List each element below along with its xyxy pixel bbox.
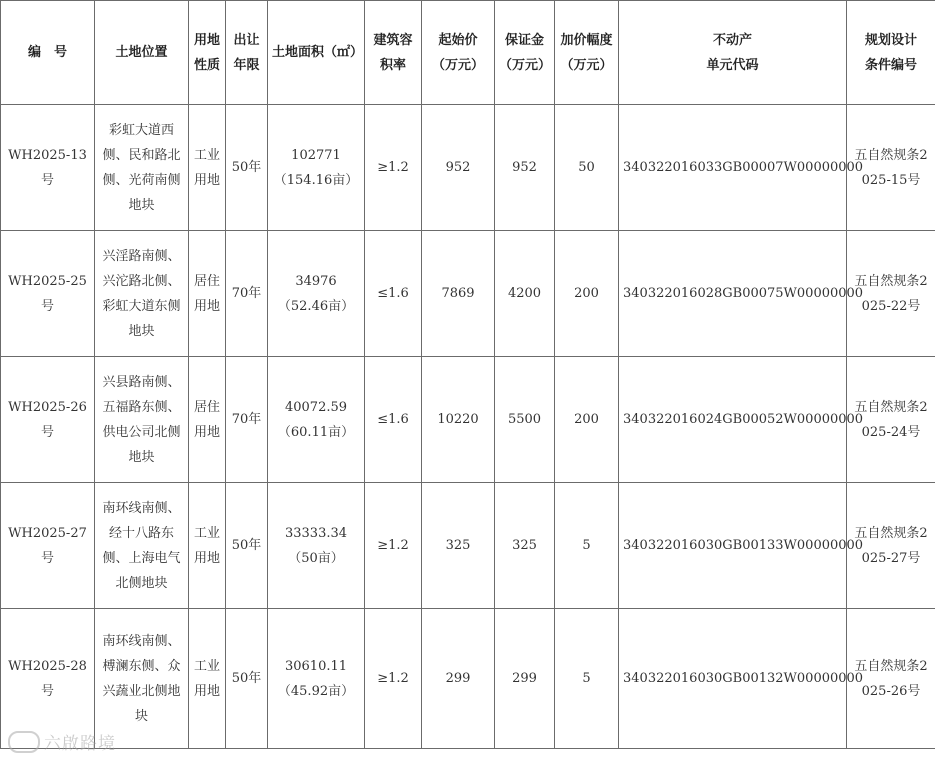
cell-property-code: 340322016030GB00133W00000000 [619,483,847,609]
cell-area: 102771 （154.16亩） [268,105,365,231]
cell-property-code: 340322016030GB00132W00000000 [619,609,847,749]
cell-deposit: 5500 [495,357,555,483]
cell-start-price: 10220 [422,357,495,483]
cell-increment: 200 [555,231,619,357]
table-row [1,483,935,609]
cell-increment: 5 [555,483,619,609]
cell-far: ≥1.2 [365,609,422,749]
cell-deposit: 952 [495,105,555,231]
cell-planning-code: 五自然规条2025-24号 [847,357,935,483]
cell-term: 70年 [226,357,268,483]
table-row [1,609,935,749]
cell-far: ≥1.2 [365,483,422,609]
cell-location: 南环线南侧、榑澜东侧、众兴蔬业北侧地块 [95,609,189,749]
cell-property-code: 340322016033GB00007W00000000 [619,105,847,231]
header-deposit: 保证金（万元） [495,1,555,105]
header-property-code: 不动产 单元代码 [619,1,847,105]
header-increment: 加价幅度（万元） [555,1,619,105]
cell-start-price: 325 [422,483,495,609]
cell-increment: 50 [555,105,619,231]
table-row [1,357,935,483]
cell-start-price: 299 [422,609,495,749]
table-row [1,105,935,231]
cell-code: WH2025-25号 [1,231,95,357]
cell-increment: 200 [555,357,619,483]
header-area: 土地面积（㎡） [268,1,365,105]
cell-location: 兴淫路南侧、兴沱路北侧、彩虹大道东侧地块 [95,231,189,357]
cell-deposit: 299 [495,609,555,749]
cell-term: 50年 [226,483,268,609]
cell-code: WH2025-28号 [1,609,95,749]
cell-location: 南环线南侧、经十八路东侧、上海电气北侧地块 [95,483,189,609]
watermark-logo-icon [8,731,40,753]
cell-use: 工业用地 [189,609,226,749]
header-far: 建筑容积率 [365,1,422,105]
header-start-price: 起始价（万元） [422,1,495,105]
watermark-text: 六啟路境 [44,734,116,754]
cell-term: 50年 [226,105,268,231]
cell-planning-code: 五自然规条2025-15号 [847,105,935,231]
cell-property-code: 340322016028GB00075W00000000 [619,231,847,357]
cell-code: WH2025-26号 [1,357,95,483]
cell-far: ≤1.6 [365,357,422,483]
cell-use: 工业用地 [189,105,226,231]
cell-use: 居住用地 [189,231,226,357]
cell-use: 工业用地 [189,483,226,609]
cell-code: WH2025-27号 [1,483,95,609]
cell-area: 33333.34 （50亩） [268,483,365,609]
cell-increment: 5 [555,609,619,749]
table-header-row [1,1,935,105]
cell-area: 34976 （52.46亩） [268,231,365,357]
cell-location: 兴县路南侧、五福路东侧、供电公司北侧地块 [95,357,189,483]
cell-term: 50年 [226,609,268,749]
header-term: 出让年限 [226,1,268,105]
cell-use: 居住用地 [189,357,226,483]
table-row [1,231,935,357]
cell-deposit: 4200 [495,231,555,357]
cell-property-code: 340322016024GB00052W00000000 [619,357,847,483]
cell-far: ≥1.2 [365,105,422,231]
cell-deposit: 325 [495,483,555,609]
cell-planning-code: 五自然规条2025-22号 [847,231,935,357]
cell-far: ≤1.6 [365,231,422,357]
header-use: 用地性质 [189,1,226,105]
cell-start-price: 7869 [422,231,495,357]
header-code: 编 号 [1,1,95,105]
cell-term: 70年 [226,231,268,357]
watermark [8,729,116,755]
cell-location: 彩虹大道西侧、民和路北侧、光荷南侧地块 [95,105,189,231]
cell-start-price: 952 [422,105,495,231]
header-planning-code: 规划设计 条件编号 [847,1,935,105]
cell-planning-code: 五自然规条2025-26号 [847,609,935,749]
header-location: 土地位置 [95,1,189,105]
cell-area: 40072.59 （60.11亩） [268,357,365,483]
cell-area: 30610.11 （45.92亩） [268,609,365,749]
cell-planning-code: 五自然规条2025-27号 [847,483,935,609]
cell-code: WH2025-13号 [1,105,95,231]
